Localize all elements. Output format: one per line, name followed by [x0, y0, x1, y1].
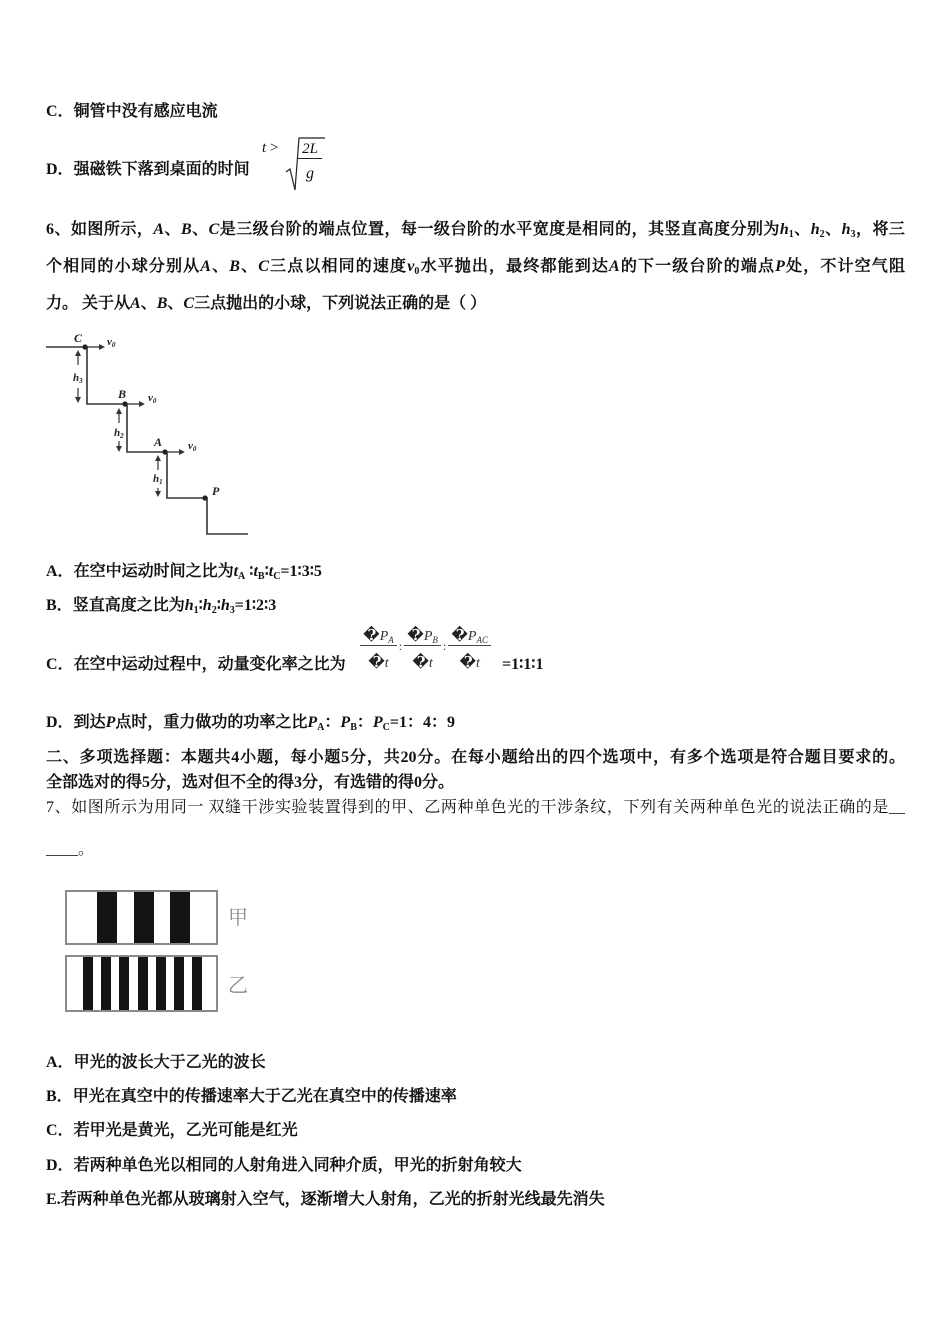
dark-fringe — [134, 892, 154, 943]
q6-option-c — [46, 655, 346, 675]
section2-instructions-line-1: 二、多项选择题：本题共4小题，每小题5分，共20分。在每小题给出的四个选项中，有多个选项是符合题目要求的。 — [46, 749, 905, 766]
option-label: D． — [46, 714, 74, 731]
subscript: C — [382, 722, 390, 733]
var-p: P — [307, 714, 318, 731]
fraction-denominator — [412, 646, 433, 673]
label-point-p: P — [212, 484, 220, 498]
stem-text: 的下一级台阶的端点 — [619, 258, 776, 275]
q6-stem-line-1 — [46, 220, 905, 240]
point-a: A — [153, 221, 164, 238]
var-p: P — [423, 629, 433, 644]
subscript: A — [388, 635, 394, 645]
velocity-arrow-b — [127, 401, 145, 407]
option-text: 在空中运动过程中，动量变化率之比为 — [73, 656, 346, 673]
stem-text: 、 — [793, 221, 811, 238]
var-t: t — [253, 563, 258, 580]
q6-stem-line-2 — [46, 257, 905, 277]
option-text: 到达 — [73, 714, 106, 731]
dark-fringe — [192, 957, 202, 1010]
q6-option-a — [46, 562, 322, 587]
option-label: C． — [46, 103, 74, 120]
option-label: B． — [46, 1088, 73, 1105]
delta-symbol: � — [368, 655, 385, 671]
subscript: 0 — [152, 397, 157, 405]
q7-stem-line-1: 7、如图所示为用同一 双缝干涉实验装置得到的甲、乙两种单色光的干涉条纹，下列有关两种单色光的说法正确的是__ — [46, 799, 905, 816]
math-fraction-bar — [298, 158, 322, 159]
subscript: 3 — [850, 229, 856, 240]
option-text: 若两种单色光都从玻璃射入空气，逐渐增大人射角，乙光的折射光线最先消失 — [60, 1191, 605, 1208]
stem-text: 、 — [167, 295, 184, 312]
subscript: 0 — [111, 341, 116, 349]
fringe-pattern-jia — [65, 890, 218, 945]
delta-symbol: � — [412, 655, 429, 671]
dark-fringe — [170, 892, 190, 943]
q6-stem-line-3 — [46, 294, 486, 314]
velocity-arrow-c — [87, 344, 105, 350]
var-h: h — [153, 473, 160, 485]
option-text: 在空中运动时间之比为 — [73, 563, 234, 580]
var-h: h — [202, 597, 212, 614]
stem-text: 力。 关于从 — [46, 295, 131, 312]
q7-option-b — [46, 1087, 457, 1107]
option-text: 铜管中没有感应电流 — [73, 103, 218, 120]
ratio-sign: ∶ — [264, 563, 269, 580]
fraction-numerator — [360, 627, 397, 646]
label-point-c: C — [74, 331, 83, 345]
ratio-sign: ： — [324, 714, 341, 731]
subscript: A — [238, 571, 246, 582]
label-velocity-c — [107, 336, 116, 349]
delta-symbol: � — [451, 628, 468, 644]
var-t: t — [233, 563, 239, 580]
stem-text: 三点抛出的小球，下列说法正确的是（ ） — [194, 295, 487, 312]
subscript: B — [350, 722, 357, 733]
var-h: h — [114, 427, 121, 439]
stem-text: 、 — [191, 221, 209, 238]
subscript: 3 — [79, 377, 83, 385]
subscript: 2 — [120, 432, 124, 440]
delta-symbol: � — [363, 628, 380, 644]
dark-fringe — [156, 957, 166, 1010]
option-label: A． — [46, 563, 74, 580]
math-operator: > — [269, 140, 279, 156]
var-p: P — [467, 629, 477, 644]
subscript: B — [432, 635, 438, 645]
point-a: A — [609, 258, 620, 275]
stem-text: 三点以相同的速度 — [268, 258, 408, 275]
var-v: v — [407, 258, 415, 275]
dark-fringe — [97, 892, 117, 943]
q7-option-c — [46, 1121, 298, 1141]
delta-symbol: � — [407, 628, 424, 644]
stem-text: 6、如图所示， — [46, 221, 154, 238]
var-t: t — [384, 656, 389, 671]
stem-text: 、 — [239, 258, 259, 275]
staircase-diagram — [40, 325, 260, 545]
var-v: v — [148, 392, 153, 404]
stem-text: 、 — [210, 258, 230, 275]
stem-text: 是三级台阶的端点位置，每一级台阶的水平宽度是相同的，其竖直高度分别为 — [219, 221, 780, 238]
math-denominator: g — [306, 165, 314, 182]
subscript: 1 — [193, 605, 199, 616]
subscript: B — [257, 571, 265, 582]
dark-fringe — [83, 957, 93, 1010]
ratio-value: =1：4：9 — [389, 714, 456, 731]
dark-fringe — [138, 957, 148, 1010]
ratio-value: =1∶3∶5 — [280, 563, 322, 580]
dark-fringe — [174, 957, 184, 1010]
var-v: v — [188, 440, 193, 452]
point-b: B — [229, 258, 240, 275]
stem-text: 、 — [164, 221, 181, 238]
delta-symbol: � — [459, 655, 477, 671]
q5-option-d — [46, 160, 250, 180]
point-a: A — [200, 258, 211, 275]
q6-option-b — [46, 596, 276, 621]
subscript: 0 — [414, 266, 420, 277]
q5-option-c — [46, 102, 218, 122]
point-c: C — [258, 258, 269, 275]
option-text: 竖直高度之比为 — [72, 597, 185, 614]
var-h: h — [841, 221, 851, 238]
var-p: P — [340, 714, 351, 731]
subscript: C — [273, 571, 281, 582]
label-velocity-a — [188, 440, 197, 453]
q6-option-d — [46, 713, 455, 738]
point-c: C — [183, 295, 195, 312]
fraction-a — [360, 627, 397, 673]
subscript: 2 — [819, 229, 825, 240]
point-p-dot — [202, 495, 207, 500]
var-h: h — [779, 221, 789, 238]
option-text: 若甲光是黄光，乙光可能是红光 — [73, 1122, 298, 1139]
var-t: t — [428, 656, 433, 671]
fraction-denominator — [368, 646, 389, 673]
fringe-label-jia: 甲 — [228, 905, 248, 929]
fraction-denominator — [459, 646, 480, 673]
fraction-ac — [448, 627, 491, 673]
stem-text: ，将三 — [855, 221, 905, 238]
var-h: h — [73, 372, 80, 384]
fraction-numerator — [404, 627, 441, 646]
fringe-pattern-yi — [65, 955, 218, 1012]
section2-instructions-line-2: 全部选对的得5分，选对但不全的得3分，有选错的得0分。 — [46, 774, 455, 791]
point-a-dot — [162, 449, 167, 454]
ratio-sign: ： — [356, 714, 373, 731]
subscript: A — [317, 722, 325, 733]
q7-stem-line-2: ____。 — [46, 841, 95, 858]
subscript: 3 — [229, 605, 235, 616]
point-p: P — [775, 258, 785, 275]
var-h: h — [220, 597, 230, 614]
velocity-arrow-a — [167, 449, 185, 455]
label-h2 — [114, 427, 124, 440]
option-text: 若两种单色光以相同的人射角进入同种介质，甲光的折射角较大 — [73, 1157, 522, 1174]
label-h3 — [73, 372, 83, 385]
fringe-label-yi: 乙 — [228, 973, 248, 997]
label-velocity-b — [148, 392, 157, 405]
label-point-a: A — [154, 435, 163, 449]
stem-text: 水平抛出，最终都能到达 — [419, 258, 610, 275]
ratio-sign: ∶ — [245, 563, 254, 580]
math-inequality-lhs — [262, 139, 278, 157]
subscript: 0 — [192, 445, 197, 453]
option-text: 点时，重力做功的功率之比 — [115, 714, 308, 731]
ratio-colon: : — [442, 639, 447, 653]
subscript: 2 — [211, 605, 217, 616]
ratio-value: =1∶1∶1 — [502, 656, 544, 673]
var-p: P — [372, 714, 383, 731]
stem-text: 、 — [140, 295, 157, 312]
stem-text: 、 — [824, 221, 842, 238]
momentum-rate-fractions — [360, 627, 491, 673]
option-label: C． — [46, 1122, 74, 1139]
point-b: B — [180, 221, 192, 238]
label-point-b: B — [118, 387, 127, 401]
point-a: A — [130, 295, 141, 312]
var-v: v — [107, 336, 112, 348]
ratio-value: =1∶2∶3 — [234, 597, 277, 614]
subscript: 1 — [159, 478, 163, 486]
fraction-b — [404, 627, 441, 673]
option-label: E. — [46, 1191, 61, 1208]
dark-fringe — [101, 957, 111, 1010]
ratio-colon: : — [398, 639, 403, 653]
dark-fringe — [119, 957, 129, 1010]
option-text: 甲光的波长大于乙光的波长 — [73, 1054, 266, 1071]
var-h: h — [810, 221, 820, 238]
stem-text: 处，不计空气阻 — [784, 258, 905, 275]
q7-option-a — [46, 1053, 266, 1073]
option-text: 甲光在真空中的传播速率大于乙光在真空中的传播速率 — [72, 1088, 457, 1105]
math-var-t: t — [262, 140, 267, 156]
subscript: AC — [476, 635, 488, 645]
point-c-dot — [82, 344, 87, 349]
ratio-sign: ∶ — [198, 597, 203, 614]
option-label: A． — [46, 1054, 74, 1071]
var-t: t — [268, 563, 274, 580]
q7-option-d — [46, 1156, 522, 1176]
option-label: B． — [46, 597, 73, 614]
label-h1 — [153, 473, 163, 486]
option-label: C． — [46, 656, 74, 673]
point-p: P — [105, 714, 116, 731]
point-b-dot — [122, 401, 127, 406]
var-p: P — [379, 629, 389, 644]
option-label: D． — [46, 161, 74, 178]
math-numerator: 2L — [302, 141, 318, 157]
option-label: D． — [46, 1157, 74, 1174]
subscript: 1 — [788, 229, 794, 240]
fraction-numerator — [448, 627, 491, 646]
option-text: 强磁铁下落到桌面的时间 — [73, 161, 250, 178]
var-t: t — [476, 656, 480, 671]
q7-option-e — [46, 1190, 605, 1210]
point-b: B — [156, 295, 168, 312]
stem-text: 个相同的小球分别从 — [46, 258, 201, 275]
ratio-sign: ∶ — [216, 597, 221, 614]
point-c: C — [208, 221, 220, 238]
var-h: h — [184, 597, 194, 614]
